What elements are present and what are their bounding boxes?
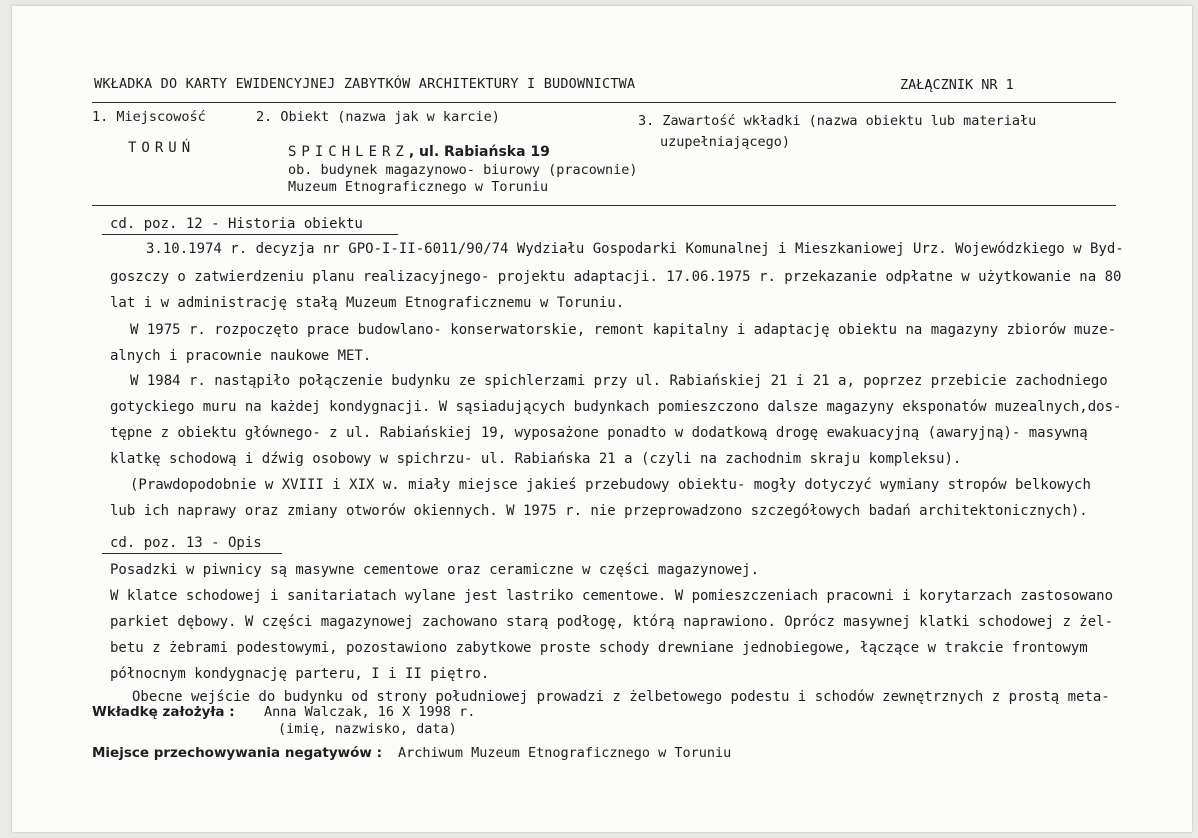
description-line: północnym kondygnację parteru, I i II piętro. (110, 666, 490, 682)
storage-label: Miejsce przechowywania negatywów : (92, 745, 382, 761)
description-line: W klatce schodowej i sanitariatach wylane jest lastriko cementowe. W pomieszczeniach pracowni i korytarzach zastosowano (110, 588, 1114, 604)
attachment-number: ZAŁĄCZNIK NR 1 (900, 77, 1014, 93)
description-line: Posadzki w piwnicy są masywne cementowe oraz ceramiczne w części magazynowej. (110, 562, 760, 578)
history-line: 3.10.1974 r. decyzja nr GPO-I-II-6011/90/74 Wydziału Gospodarki Komunalnej i Mieszkaniowej Urz. Wojewódzkiego w Byd- (146, 241, 1124, 257)
history-line: lat i w administrację stałą Muzeum Etnograficznemu w Toruniu. (110, 295, 625, 311)
form-title: WKŁADKA DO KARTY EWIDENCYJNEJ ZABYTKÓW ARCHITEKTURY I BUDOWNICTWA (94, 76, 636, 92)
content-label-cont: uzupełniającego) (660, 134, 791, 150)
storage-value: Archiwum Muzeum Etnograficznego w Toruniu (398, 745, 732, 761)
author-hint: (imię, nazwisko, data) (278, 721, 457, 737)
author-label: Wkładkę założyła : (92, 704, 235, 720)
object-name (288, 143, 550, 161)
description-heading: cd. poz. 13 - Opis (110, 535, 262, 551)
content-label: 3. Zawartość wkładki (nazwa obiektu lub materiału (638, 113, 1037, 129)
history-line: gotyckiego muru na każdej kondygnacji. W sąsiadujących budynkach pomieszczono dalsze magazyny eksponatów muzealnych,dos- (110, 399, 1122, 415)
object-desc-line-2: Muzeum Etnograficznego w Toruniu (288, 179, 549, 195)
description-heading-underline (102, 553, 282, 554)
history-heading: cd. poz. 12 - Historia obiektu (110, 216, 363, 232)
description-line: Obecne wejście do budynku od strony południowej prowadzi z żelbetowego podestu i schodów zewnętrznych z prostą meta- (132, 689, 1110, 705)
history-line: W 1975 r. rozpoczęto prace budowlano- konserwatorskie, remont kapitalny i adaptację obiektu na magazyny zbiorów muze- (130, 322, 1117, 338)
history-heading-underline (102, 234, 398, 235)
locality-label: 1. Miejscowość (92, 109, 206, 125)
fields-rule (92, 205, 1116, 206)
header-rule (92, 102, 1116, 103)
author-value: Anna Walczak, 16 X 1998 r. (264, 704, 476, 720)
description-line: parkiet dębowy. W części magazynowej zachowano starą podłogę, którą naprawiono. Oprócz masywnej klatki schodowej z żel- (110, 614, 1114, 630)
object-address: , ul. Rabiańska 19 (408, 144, 550, 160)
description-line: betu z żebrami podestowymi, pozostawiono zabytkowe proste schody drewniane jednobiegowe, łączące w trakcie frontowym (110, 640, 1088, 656)
history-line: alnych i pracownie naukowe MET. (110, 348, 372, 364)
history-line: lub ich naprawy oraz zmiany otworów okiennych. W 1975 r. nie przeprowadzono szczegółowych badań architektonicznych). (110, 503, 1088, 519)
document-page (12, 6, 1192, 832)
history-line: klatkę schodową i dźwig osobowy w spichrzu- ul. Rabiańska 21 a (czyli na zachodnim skraju kompleksu). (110, 451, 962, 467)
history-line: goszczy o zatwierdzeniu planu realizacyjnego- projektu adaptacji. 17.06.1975 r. przekazanie odpłatne w użytkowanie na 80 (110, 269, 1122, 285)
object-label: 2. Obiekt (nazwa jak w karcie) (256, 109, 500, 125)
object-desc-line-1: ob. budynek magazynowo- biurowy (pracownie) (288, 162, 638, 178)
history-line: (Prawdopodobnie w XVIII i XIX w. miały miejsce jakieś przebudowy obiektu- mogły dotyczyć wymiany stropów belkowych (130, 477, 1091, 493)
locality-value: TORUŃ (128, 140, 196, 156)
object-name-spaced: SPICHLERZ (288, 144, 409, 160)
history-line: tępne z obiektu głównego- z ul. Rabiańskiej 19, wyposażone ponadto w dodatkową drogę ewakuacyjną (awaryjną)- masywną (110, 425, 1088, 441)
history-line: W 1984 r. nastąpiło połączenie budynku ze spichlerzami przy ul. Rabiańskiej 21 i 21 a, poprzez przebicie zachodniego (130, 373, 1108, 389)
